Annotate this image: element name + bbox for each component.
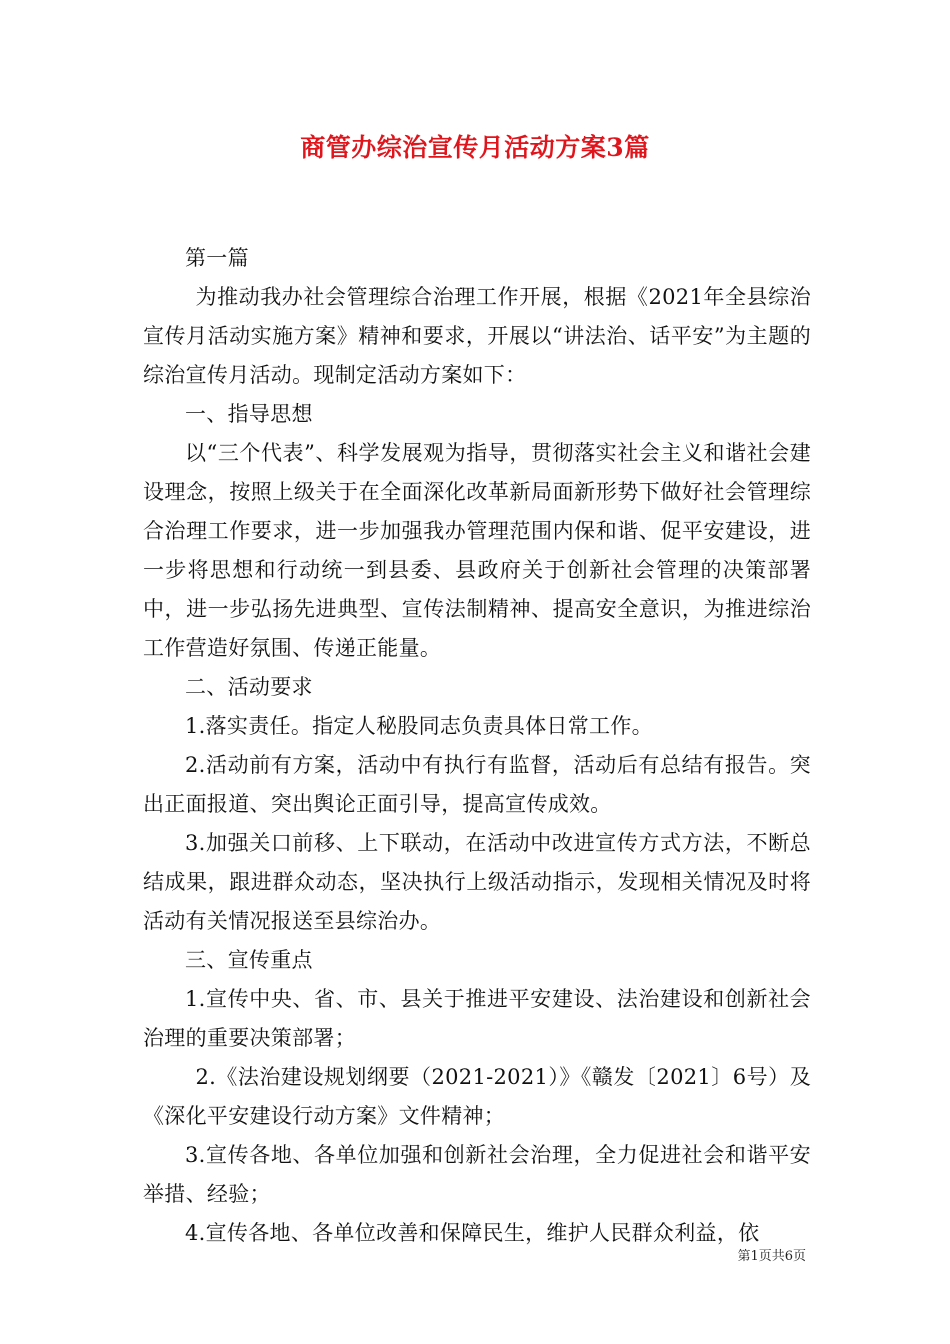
guiding-thought-paragraph: 以“三个代表”、科学发展观为指导，贯彻落实社会主义和谐社会建设理念，按照上级关于在全面深化改革新局面新形势下做好社会管理综合治理工作要求，进一步加强我办管理范围内保和谐、促平安建设，进一步将思想和行动统一到县委、县政府关于创新社会管理的决策部署中，进一步弘扬先进典型、宣传法制精神、提高安全意识，为推进综治工作营造好氛围、传递正能量。 — [143, 441, 811, 660]
focus-item-2: 2.《法治建设规划纲要（2021-2021）》《赣发〔2021〕6号）及《深化平安建设行动方案》文件精神； — [143, 1065, 811, 1128]
intro-paragraph: 为推动我办社会管理综合治理工作开展，根据《2021年全县综治宣传月活动实施方案》精神和要求，开展以“讲法治、话平安”为主题的综治宣传月活动。现制定活动方案如下： — [143, 285, 811, 387]
document-body — [143, 239, 811, 1253]
page-number: 第1页共6页 — [737, 1249, 806, 1264]
requirement-item-1: 1.落实责任。指定人秘股同志负责具体日常工作。 — [185, 714, 653, 738]
requirement-item-3: 3.加强关口前移、上下联动，在活动中改进宣传方式方法，不断总结成果，跟进群众动态，坚决执行上级活动指示，发现相关情况及时将活动有关情况报送至县综治办。 — [143, 831, 811, 933]
focus-item-1: 1.宣传中央、省、市、县关于推进平安建设、法治建设和创新社会治理的重要决策部署； — [143, 987, 811, 1050]
document-title: 商管办综治宣传月活动方案3篇 — [300, 133, 650, 162]
focus-item-3: 3.宣传各地、各单位加强和创新社会治理，全力促进社会和谐平安举措、经验； — [143, 1143, 811, 1206]
section-label: 第一篇 — [185, 246, 249, 270]
heading-guiding-thought: 一、指导思想 — [185, 402, 313, 426]
requirement-item-2: 2.活动前有方案，活动中有执行有监督，活动后有总结有报告。突出正面报道、突出舆论正面引导，提高宣传成效。 — [143, 753, 811, 816]
focus-item-4: 4.宣传各地、各单位改善和保障民生，维护人民群众利益，依 — [185, 1221, 760, 1245]
heading-publicity-focus: 三、宣传重点 — [185, 948, 313, 972]
heading-activity-requirements: 二、活动要求 — [185, 675, 313, 699]
